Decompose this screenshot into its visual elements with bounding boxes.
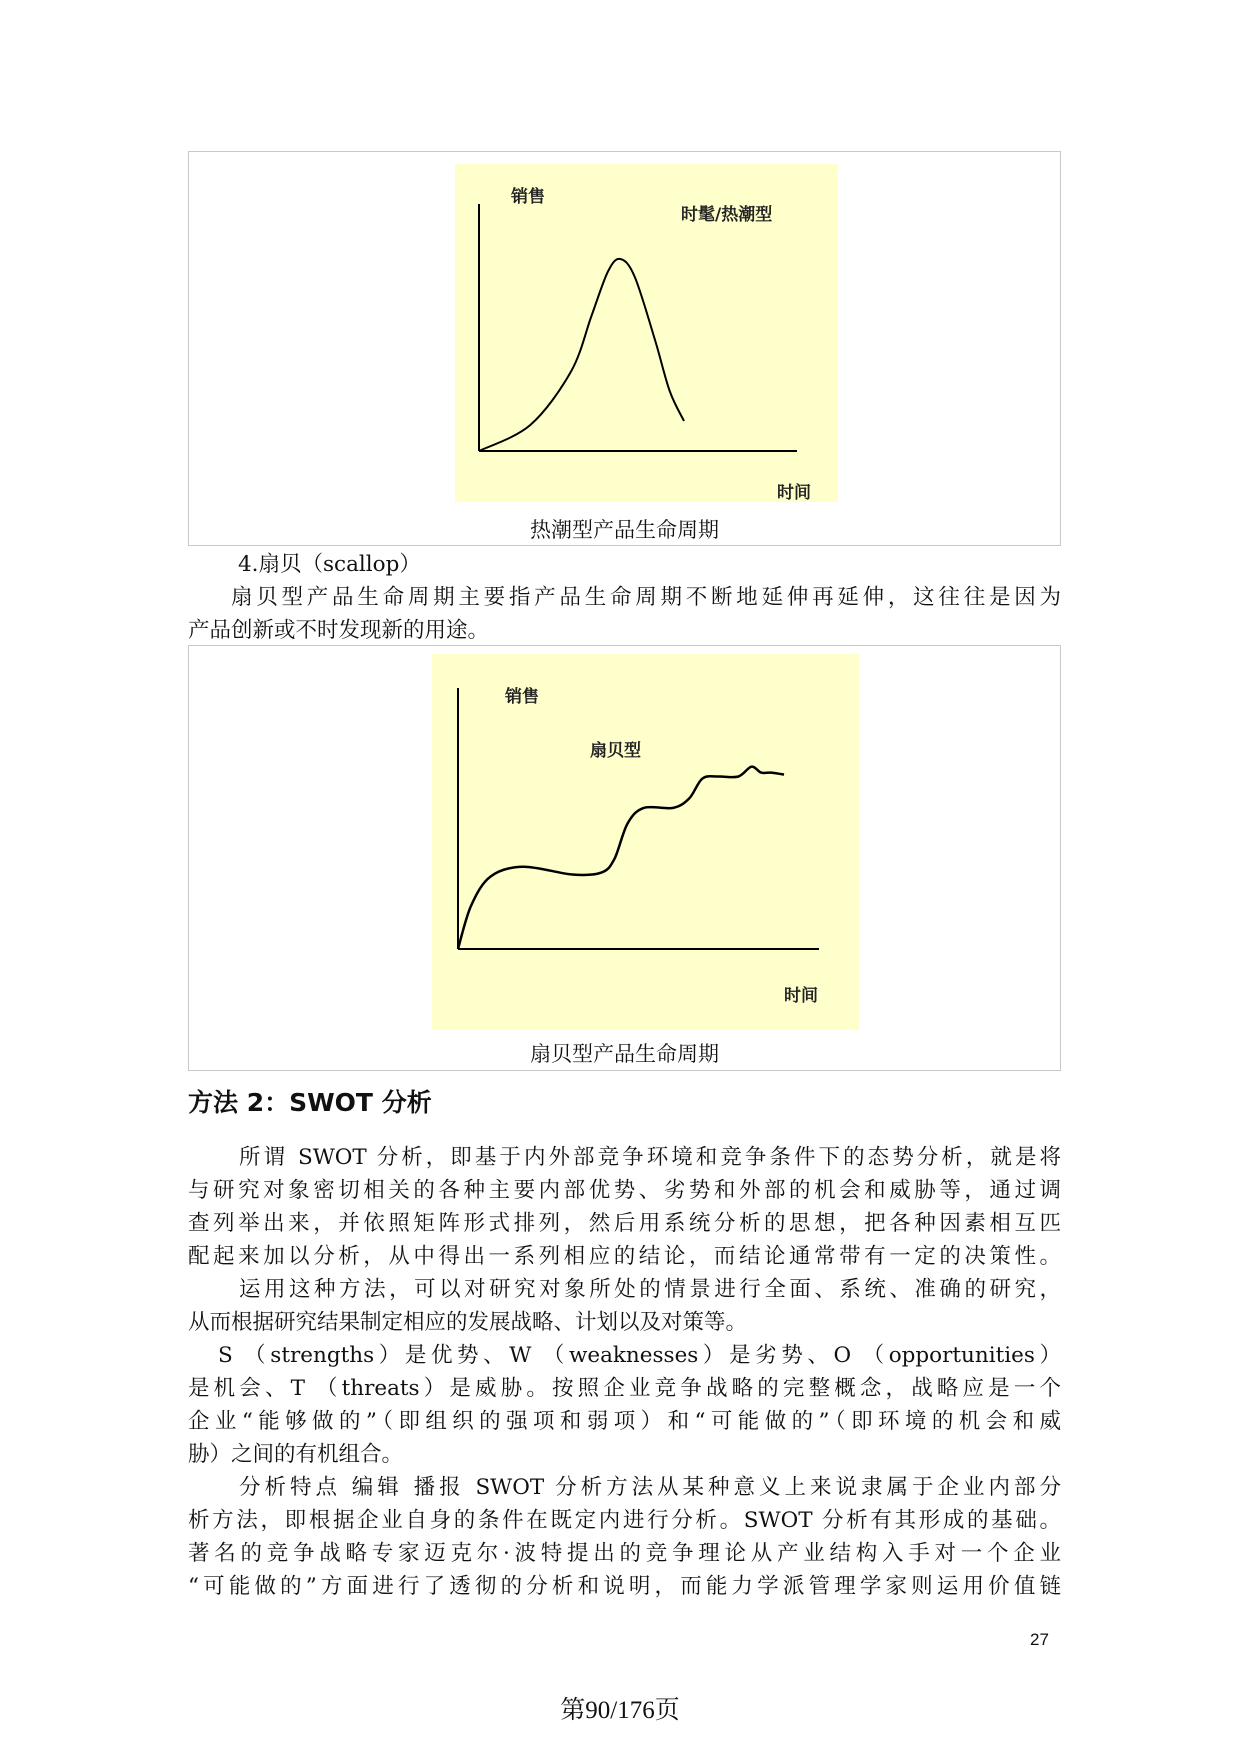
text-line: 分析特点 编辑 播报 SWOT 分析方法从某种意义上来说隶属于企业内部分	[239, 1475, 1061, 1500]
text-line: 是机会、T （threats）是威胁。按照企业竞争战略的完整概念，战略应是一个	[188, 1376, 1061, 1401]
fad-x-axis-label: 时间	[777, 483, 811, 503]
scallop-chart-plot	[432, 654, 859, 1030]
scallop-paragraph	[188, 581, 1061, 647]
fad-series-label: 时髦/热潮型	[681, 205, 773, 225]
fad-chart-plot	[455, 164, 838, 502]
fad-chart	[455, 164, 838, 502]
fad-y-axis-label: 销售	[511, 187, 545, 207]
text-line: 产品创新或不时发现新的用途。	[188, 618, 490, 643]
text-line: 与研究对象密切相关的各种主要内部优势、劣势和外部的机会和威胁等，通过调	[188, 1178, 1061, 1203]
page-footer: 第90/176页	[560, 1697, 680, 1724]
text-line: 查列举出来，并依照矩阵形式排列，然后用系统分析的思想，把各种因素相互匹	[188, 1211, 1061, 1236]
scallop-chart	[432, 654, 859, 1030]
swot-paragraph-2	[188, 1273, 1061, 1339]
text-line: 从而根据研究结果制定相应的发展战略、计划以及对策等。	[188, 1310, 748, 1335]
text-line: 所谓 SWOT 分析，即基于内外部竞争环境和竞争条件下的态势分析，就是将	[239, 1145, 1061, 1170]
swot-paragraph-1	[188, 1141, 1061, 1273]
text-line: 著名的竞争战略专家迈克尔·波特提出的竞争理论从产业结构入手对一个企业	[188, 1541, 1061, 1566]
fad-curve	[479, 259, 684, 451]
fad-caption: 热潮型产品生命周期	[530, 518, 719, 542]
scallop-caption: 扇贝型产品生命周期	[530, 1042, 719, 1066]
text-line: 运用这种方法，可以对研究对象所处的情景进行全面、系统、准确的研究，	[239, 1277, 1061, 1302]
text-line: 胁）之间的有机组合。	[188, 1442, 404, 1467]
text-line: S （strengths）是优势、W （weaknesses）是劣势、O （opportunities）	[218, 1343, 1061, 1368]
scallop-y-axis-label: 销售	[505, 687, 539, 707]
text-line: 配起来加以分析，从中得出一系列相应的结论，而结论通常带有一定的决策性。	[188, 1244, 1061, 1269]
method-heading: 方法 2：SWOT 分析	[188, 1088, 432, 1117]
scallop-curve	[458, 767, 784, 949]
text-line: 析方法，即根据企业自身的条件在既定内进行分析。SWOT 分析有其形成的基础。	[188, 1508, 1061, 1533]
text-line: 企业“能够做的”（即组织的强项和弱项）和“可能做的”（即环境的机会和威	[188, 1409, 1061, 1434]
text-line: 扇贝型产品生命周期主要指产品生命周期不断地延伸再延伸，这往往是因为	[231, 585, 1061, 610]
scallop-heading: 4.扇贝（scallop）	[238, 552, 421, 577]
scallop-series-label: 扇贝型	[590, 741, 641, 761]
text-line: “可能做的”方面进行了透彻的分析和说明，而能力学派管理学家则运用价值链	[188, 1574, 1061, 1599]
scallop-x-axis-label: 时间	[784, 986, 818, 1006]
swot-paragraph-4	[188, 1471, 1061, 1603]
figure-fad-lifecycle	[188, 151, 1061, 546]
swot-paragraph-3	[188, 1339, 1061, 1471]
page-number: 27	[1030, 1630, 1049, 1649]
figure-scallop-lifecycle	[188, 645, 1061, 1071]
